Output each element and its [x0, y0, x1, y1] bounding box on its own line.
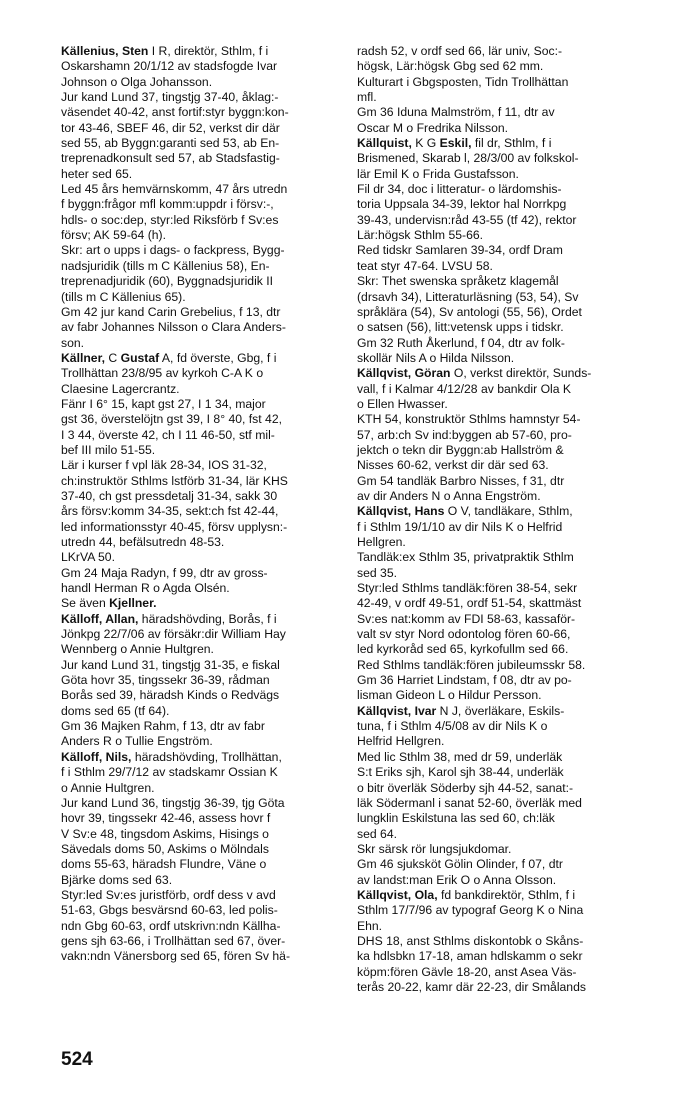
text-line: Skr särsk rör lungsjukdomar.: [357, 841, 512, 856]
text-line: bef III milo 51-55.: [61, 442, 156, 457]
entry-name: Källoff, Allan,: [61, 611, 139, 626]
text-line: Red Sthlms tandläk:fören jubileumsskr 58.: [357, 657, 586, 672]
text-line: hovr 39, tingssekr 42-46, assess hovr f: [61, 811, 271, 826]
text-line: nadsjuridik (tills m C Källenius 58), En-: [61, 258, 270, 273]
text-line: Källner, C Gustaf A, fd överste, Gbg, f i: [61, 350, 277, 365]
text-line: I 3 44, överste 42, ch I 11 46-50, stf mil-: [61, 427, 275, 442]
text-line: Lär i kurser f vpl läk 28-34, IOS 31-32,: [61, 458, 267, 473]
text-line: Styr:led Sv:es juristförb, ordf dess v avd: [61, 887, 276, 902]
text-line: utredn 44, befälsutredn 48-53.: [61, 535, 225, 549]
right-column: [357, 44, 645, 995]
text-line: Anders R o Tullie Engström.: [61, 734, 213, 749]
text-line: 51-63, Gbgs besvärsnd 60-63, led polis-: [61, 903, 278, 918]
text-line: Gm 46 sjuksköt Gölin Olinder, f 07, dtr: [357, 857, 563, 872]
entry-name: Källoff, Nils,: [61, 749, 132, 764]
text-line: doms 55-63, häradsh Flundre, Väne o: [61, 857, 267, 872]
text-line: f byggn:frågor mfl komm:uppdr i försv:-,: [61, 197, 274, 212]
text-line: Johnson o Olga Johansson.: [61, 74, 213, 89]
text-line: Källqvist, Göran O, verkst direktör, Sunds-: [357, 366, 592, 381]
text-line: jektch o tekn dir Byggn:ab Hallström &: [357, 442, 564, 457]
text-line: sed 55, ab Byggn:garanti sed 53, ab En-: [61, 136, 280, 151]
text-line: Oscar M o Fredrika Nilsson.: [357, 120, 509, 135]
text-line: mfl.: [357, 90, 377, 105]
text-line: av dir Anders N o Anna Engström.: [357, 488, 541, 503]
text-line: lungklin Eskilstuna las sed 60, ch:läk: [357, 811, 555, 826]
text-line: radsh 52, v ordf sed 66, lär univ, Soc:-: [357, 44, 563, 58]
text-line: LKrVA 50.: [61, 550, 115, 565]
text-line: gst 36, överstelöjtn gst 39, I 8° 40, fst 42,: [61, 412, 282, 427]
text-line: valt sv styr Nord odontolog fören 60-66,: [357, 627, 571, 642]
text-line: f i Sthlm 19/1/10 av dir Nils K o Helfrid: [357, 519, 563, 534]
text-line: Brismened, Skarab l, 28/3/00 av folkskol-: [357, 151, 579, 166]
text-line: Källoff, Nils, häradshövding, Trollhättan,: [61, 749, 282, 764]
text-line: led kyrkoråd sed 65, kyrkofullm sed 66.: [357, 642, 569, 657]
text-line: Fänr I 6° 15, kapt gst 27, I 1 34, major: [61, 396, 266, 411]
text-line: Gm 36 Harriet Lindstam, f 08, dtr av po-: [357, 673, 572, 688]
text-line: Gm 24 Maja Radyn, f 99, dtr av gross-: [61, 565, 268, 580]
text-line: Fil dr 34, doc i litteratur- o lärdomshis-: [357, 182, 562, 197]
text-line: Källoff, Allan, häradshövding, Borås, f i: [61, 611, 277, 626]
text-line: vall, f i Kalmar 4/12/28 av bankdir Ola K: [357, 381, 572, 396]
text-line: Källqvist, Hans O V, tandläkare, Sthlm,: [357, 504, 573, 519]
text-line: Skr: Thet swenska språketz klagemål: [357, 274, 559, 289]
text-line: Gm 54 tandläk Barbro Nisses, f 31, dtr: [357, 473, 565, 488]
text-line: V Sv:e 48, tingsdom Askims, Hisings o: [61, 826, 269, 841]
text-line: Helfrid Hellgren.: [357, 734, 445, 749]
text-line: KTH 54, konstruktör Sthlms hamnstyr 54-: [357, 412, 581, 427]
text-line: väsendet 40-42, anst fortif:styr byggn:kon-: [61, 105, 289, 120]
entry-name: Källquist,: [357, 136, 412, 151]
text-line: vakn:ndn Vänersborg sed 65, fören Sv hä-: [61, 949, 290, 964]
text-line: handl Herman R o Agda Olsén.: [61, 581, 230, 596]
text-line: ka hdlsbkn 17-18, aman hdlskamm o sekr: [357, 949, 583, 964]
text-line: läk Södermanl i sanat 52-60, överläk med: [357, 795, 582, 810]
text-line: Bjärke doms sed 63.: [61, 872, 173, 887]
text-line: Källqvist, Ivar N J, överläkare, Eskils-: [357, 703, 565, 718]
text-line: gens sjh 63-66, i Trollhättan sed 67, över-: [61, 933, 286, 948]
text-line: Jönkpg 22/7/06 av försäkr:dir William Hay: [61, 627, 286, 642]
text-line: köpm:fören Gävle 18-20, anst Asea Väs-: [357, 964, 577, 979]
text-line: Med lic Sthlm 38, med dr 59, underläk: [357, 749, 563, 764]
text-line: Källenius, Sten I R, direktör, Sthlm, f i: [61, 44, 269, 58]
text-line: Borås sed 39, häradsh Kinds o Redvägs: [61, 688, 280, 703]
text-line: försv; AK 59-64 (h).: [61, 228, 166, 243]
text-line: Se även Kjellner.: [61, 596, 157, 611]
text-line: 57, arb:ch Sv ind:byggen ab 57-60, pro-: [357, 427, 572, 442]
text-line: Led 45 års hemvärnskomm, 47 års utredn: [61, 182, 288, 197]
text-line: o bitr överläk Söderby sjh 44-52, sanat:-: [357, 780, 574, 795]
text-line: 37-40, ch gst pressdetalj 31-34, sakk 30: [61, 488, 278, 503]
text-line: Gm 36 Iduna Malmström, f 11, dtr av: [357, 105, 555, 120]
text-line: ch:instruktör Sthlms lstförb 31-34, lär KHS: [61, 473, 288, 488]
page-number: 524: [61, 1049, 93, 1070]
text-line: skollär Nils A o Hilda Nilsson.: [357, 350, 515, 365]
text-line: tuna, f i Sthlm 4/5/08 av dir Nils K o: [357, 719, 548, 734]
text-line: Trollhättan 23/8/95 av kyrkoh C-A K o: [61, 366, 264, 381]
text-line: S:t Eriks sjh, Karol sjh 38-44, underläk: [357, 765, 564, 780]
text-line: Gm 32 Ruth Åkerlund, f 04, dtr av folk-: [357, 335, 565, 350]
text-line: Jur kand Lund 31, tingstjg 31-35, e fiskal: [61, 657, 280, 672]
text-line: lär Emil K o Frida Gustafsson.: [357, 166, 519, 181]
text-line: Ehn.: [357, 918, 383, 933]
text-line: tor 43-46, SBEF 46, dir 52, verkst dir där: [61, 120, 280, 135]
text-line: Sv:es nat:komm av FDI 58-63, kassaför-: [357, 611, 576, 626]
entry-name: Källenius, Sten: [61, 44, 149, 58]
text-line: av landst:man Erik O o Anna Olsson.: [357, 872, 557, 887]
text-line: Jur kand Lund 36, tingstjg 36-39, tjg Göta: [61, 795, 285, 810]
text-line: (drsavh 34), Litteraturläsning (53, 54), Sv: [357, 289, 579, 304]
text-line: hdls- o soc:dep, styr:led Riksförb f Sv:es: [61, 212, 279, 227]
entry-name: Källqvist, Ola,: [357, 887, 438, 902]
text-line: års försv:komm 34-35, sekt:ch fst 42-44,: [61, 504, 279, 519]
text-line: sed 64.: [357, 826, 397, 841]
text-line: språklära (54), Sv antologi (55, 56), Ordet: [357, 304, 582, 319]
text-line: Skr: art o upps i dags- o fackpress, Bygg-: [61, 243, 285, 258]
text-line: Sävedals doms 50, Askims o Mölndals: [61, 841, 269, 856]
entry-name: Gustaf: [120, 350, 160, 365]
text-line: Hellgren.: [357, 535, 406, 549]
left-column: [61, 44, 349, 965]
text-line: Claesine Lagercrantz.: [61, 381, 180, 396]
entry-name: Eskil,: [439, 136, 472, 151]
text-line: treprenadjuridik (60), Byggnadsjuridik II: [61, 274, 274, 289]
text-line: f i Sthlm 29/7/12 av stadskamr Ossian K: [61, 765, 278, 780]
text-line: Gm 36 Majken Rahm, f 13, dtr av fabr: [61, 719, 265, 734]
text-line: Göta hovr 35, tingssekr 36-39, rådman: [61, 673, 270, 688]
text-line: Red tidskr Samlaren 39-34, ordf Dram: [357, 243, 563, 258]
text-line: terås 20-22, kamr där 22-23, dir Smålands: [357, 979, 586, 994]
entry-name: Källner,: [61, 350, 106, 365]
text-line: 42-49, v ordf 49-51, ordf 51-54, skattmäst: [357, 596, 582, 611]
text-line: Kulturart i Gbgsposten, Tidn Trollhättan: [357, 74, 569, 89]
entry-name: Källqvist, Hans: [357, 504, 445, 519]
text-line: teat styr 47-64. LVSU 58.: [357, 258, 493, 273]
entry-name: Källqvist, Göran: [357, 366, 451, 381]
text-line: o satsen (56), litt:vetensk upps i tidskr.: [357, 320, 564, 335]
text-line: högsk, Lär:högsk Gbg sed 62 mm.: [357, 59, 544, 74]
entry-name: Källqvist, Ivar: [357, 703, 437, 718]
text-line: Källquist, K G Eskil, fil dr, Sthlm, f i: [357, 136, 552, 151]
text-line: Oskarshamn 20/1/12 av stadsfogde Ivar: [61, 59, 278, 74]
text-line: o Annie Hultgren.: [61, 780, 155, 795]
text-line: Tandläk:ex Sthlm 35, privatpraktik Sthlm: [357, 550, 574, 565]
text-line: Lär:högsk Sthlm 55-66.: [357, 228, 484, 243]
text-line: Nisses 60-62, verkst dir där sed 63.: [357, 458, 549, 473]
text-line: toria Uppsala 34-39, lektor hal Norrkpg: [357, 197, 567, 212]
text-line: 39-43, undervisn:råd 43-55 (tf 42), rektor: [357, 212, 577, 227]
text-line: treprenadkonsult sed 57, ab Stadsfastig-: [61, 151, 280, 166]
text-line: lisman Gideon L o Hildur Persson.: [357, 688, 542, 703]
text-line: av fabr Johannes Nilsson o Clara Anders-: [61, 320, 286, 335]
text-line: Wennberg o Annie Hultgren.: [61, 642, 214, 657]
text-line: o Ellen Hwasser.: [357, 396, 448, 411]
text-line: son.: [61, 335, 85, 350]
text-line: heter sed 65.: [61, 166, 133, 181]
text-line: doms sed 65 (tf 64).: [61, 703, 170, 718]
text-line: Sthlm 17/7/96 av typograf Georg K o Nina: [357, 903, 584, 918]
text-line: DHS 18, anst Sthlms diskontobk o Skåns-: [357, 933, 584, 948]
text-line: Styr:led Sthlms tandläk:fören 38-54, sekr: [357, 581, 578, 596]
text-line: Gm 42 jur kand Carin Grebelius, f 13, dtr: [61, 304, 281, 319]
text-line: Jur kand Lund 37, tingstjg 37-40, åklag:-: [61, 90, 279, 105]
entry-name: Kjellner.: [109, 596, 157, 611]
text-line: sed 35.: [357, 565, 397, 580]
text-line: (tills m C Källenius 65).: [61, 289, 186, 304]
text-line: ndn Gbg 60-63, ordf utskrivn:ndn Källha-: [61, 918, 281, 933]
text-line: Källqvist, Ola, fd bankdirektör, Sthlm, f i: [357, 887, 576, 902]
text-line: led informationsstyr 40-45, försv upplysn:-: [61, 519, 288, 534]
